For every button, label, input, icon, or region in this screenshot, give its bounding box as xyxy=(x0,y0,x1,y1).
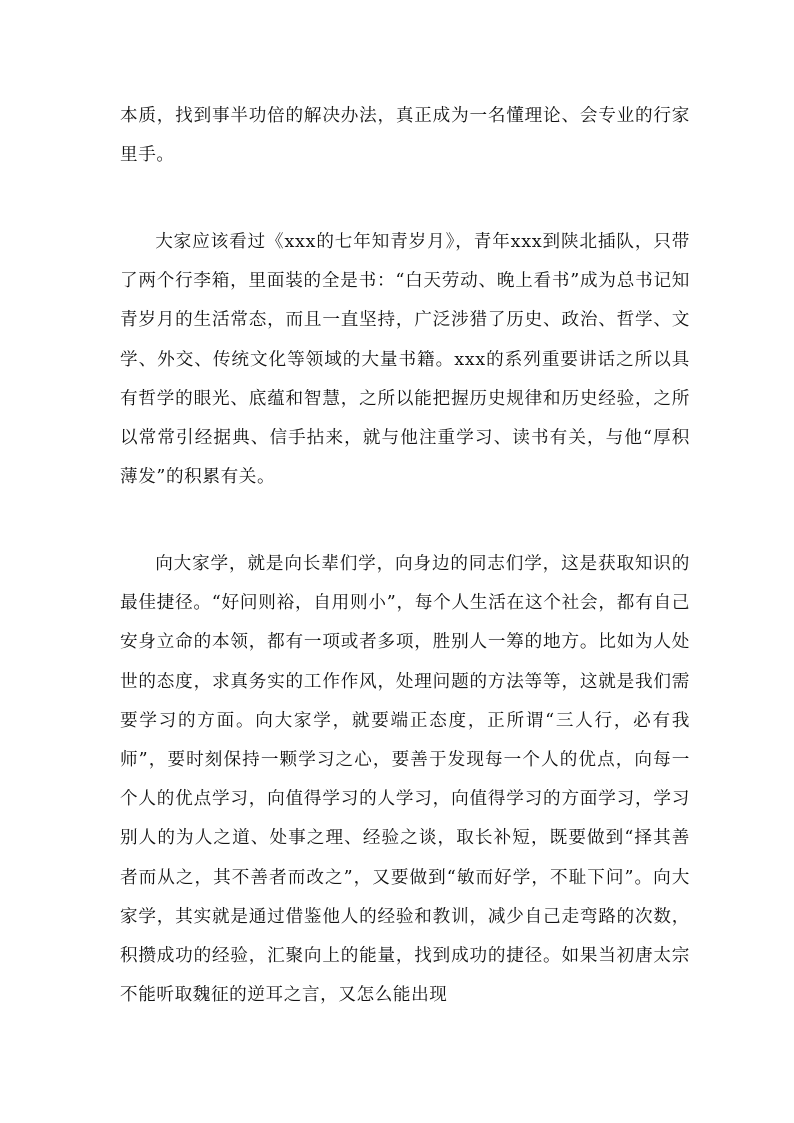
paragraph-learn-from-others: 向大家学，就是向长辈们学，向身边的同志们学，这是获取知识的最佳捷径。“好问则裕，自用则小”，每个人生活在这个社会，都有自己安身立命的本领，都有一项或者多项，胜别人一筹的地方。比如为人处世的态度，求真务实的工作作风，处理问题的方法等等，这就是我们需要学习的方面。向大家学，就要端正态度，正所谓“三人行，必有我师”，要时刻保持一颗学习之心，要善于发现每一个人的优点，向每一个人的优点学习，向值得学习的人学习，向值得学习的方面学习，学习别人的为人之道、处事之理、经验之谈，取长补短，既要做到“择其善者而从之，其不善者而改之”，又要做到“敏而好学，不耻下问”。向大家学，其实就是通过借鉴他人的经验和教训，减少自己走弯路的次数，积攒成功的经验，汇聚向上的能量，找到成功的捷径。如果当初唐太宗不能听取魏征的逆耳之言，又怎么能出现 xyxy=(120,554,690,1006)
paragraph-continuation: 本质，找到事半功倍的解决办法，真正成为一名懂理论、会专业的行家里手。 xyxy=(120,106,690,166)
paragraph-reading-example: 大家应该看过《xxx的七年知青岁月》，青年xxx到陕北插队，只带了两个行李箱，里面装的全是书：“白天劳动、晚上看书”成为总书记知青岁月的生活常态，而且一直坚持，广泛涉猎了历史、政治、哲学、文学、外交、传统文化等领域的大量书籍。xxx的系列重要讲话之所以具有哲学的眼光、底蕴和智慧，之所以能把握历史规律和历史经验，之所以常常引经据典、信手拈来，就与他注重学习、读书有关，与他“厚积薄发”的积累有关。 xyxy=(120,232,690,488)
